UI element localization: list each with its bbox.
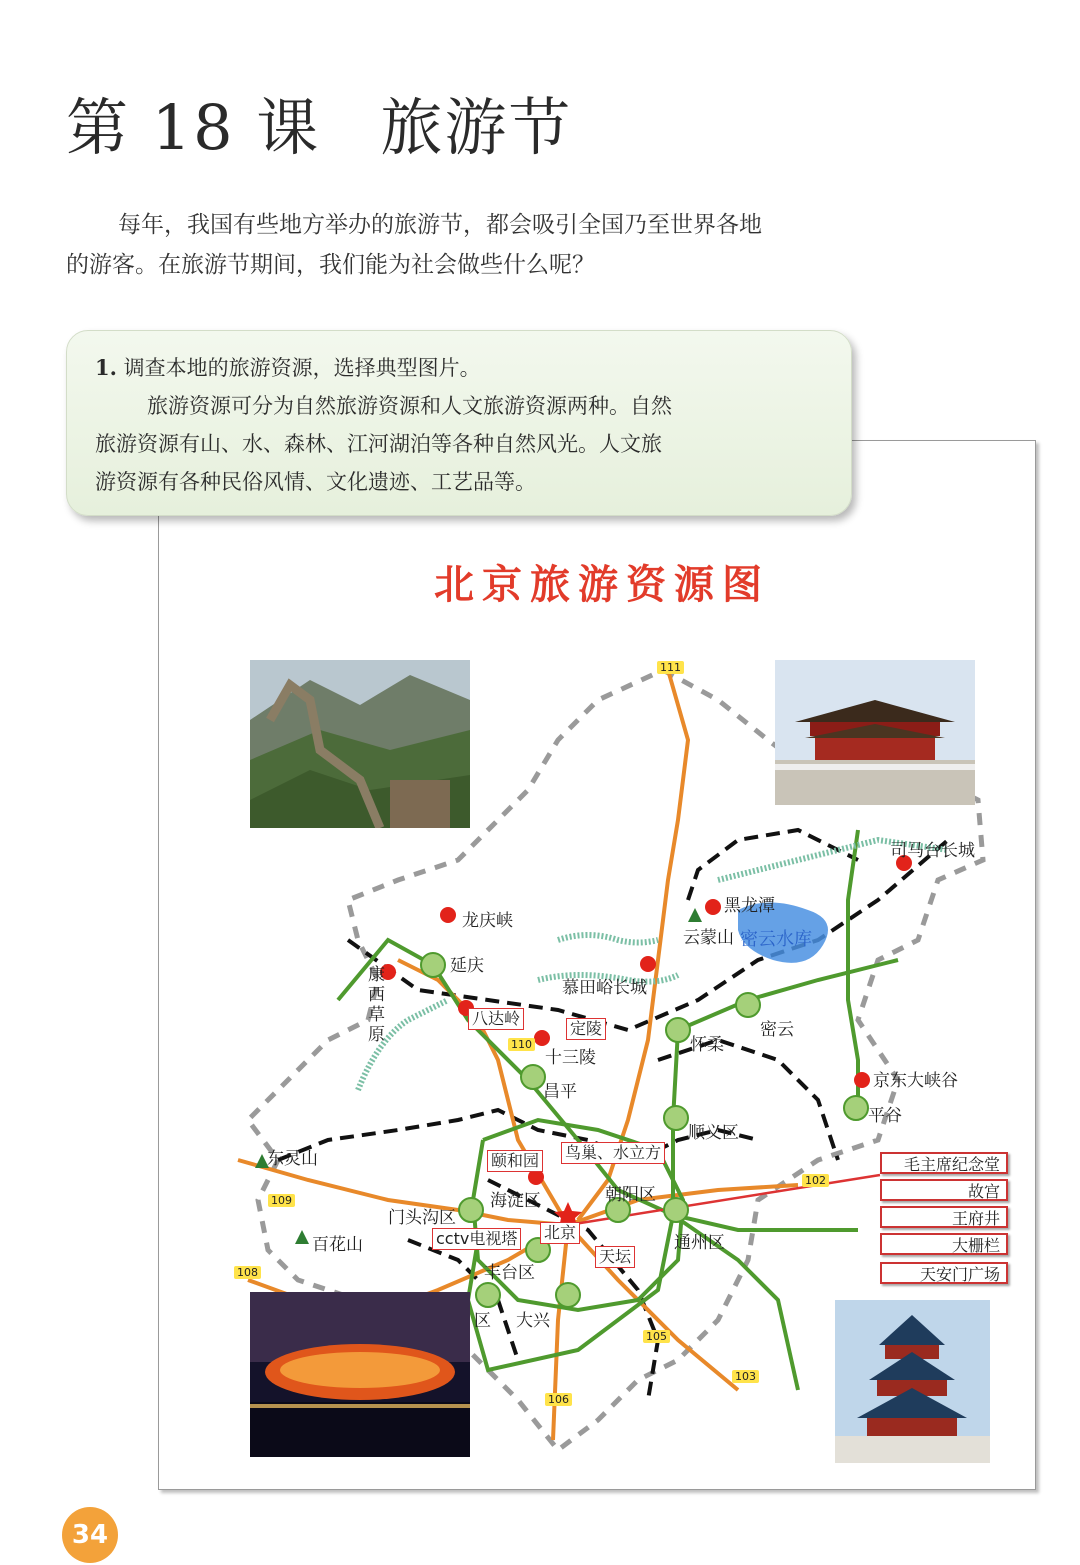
task-number: 1. <box>95 355 117 380</box>
legend-item: 故宫 <box>880 1179 1008 1201</box>
route-106: 106 <box>545 1393 572 1406</box>
county-line <box>658 1040 838 1160</box>
label-dingling: 定陵 <box>566 1018 606 1040</box>
station-fangshan <box>476 1283 500 1307</box>
intro-line-1: 每年，我国有些地方举办的旅游节，都会吸引全国乃至世界各地 <box>118 212 762 238</box>
lesson-name: 旅游节 <box>380 91 573 164</box>
label-yanqing: 延庆 <box>450 956 484 976</box>
map-title: 北京旅游资源图 <box>434 562 770 608</box>
label-fangshan: 区 <box>474 1311 491 1331</box>
legend-item: 大栅栏 <box>880 1233 1008 1255</box>
legend-item: 天安门广场 <box>880 1262 1008 1284</box>
label-huairou: 怀柔 <box>690 1035 724 1055</box>
railway-line <box>848 830 858 1100</box>
task-line-1: 旅游资源可分为自然旅游资源和人文旅游资源两种。自然 <box>147 394 672 418</box>
label-badaling: 八达岭 <box>468 1008 524 1030</box>
label-longqingxia: 龙庆峡 <box>462 911 513 931</box>
forbidden-city-photo <box>775 660 975 805</box>
legend-item: 王府井 <box>880 1206 1008 1228</box>
label-pinggu: 平谷 <box>868 1106 902 1126</box>
dot-jingdong <box>854 1072 870 1088</box>
station-huairou <box>666 1018 690 1042</box>
label-haidian: 海淀区 <box>490 1191 541 1211</box>
task-line-3: 游资源有各种民俗风情、文化遗迹、工艺品等。 <box>95 470 536 494</box>
label-yunmengshan: 云蒙山 <box>683 928 734 948</box>
mountain-icon <box>295 1230 309 1244</box>
label-dongling: 东灵山 <box>267 1149 318 1169</box>
label-daxing: 大兴 <box>516 1311 550 1331</box>
label-simatai: 司马台长城 <box>890 841 975 861</box>
label-tongzhou: 通州区 <box>674 1233 725 1253</box>
label-jingdong: 京东大峡谷 <box>873 1071 958 1091</box>
lesson-title <box>66 78 572 167</box>
route-109: 109 <box>268 1194 295 1207</box>
dot-mutianyu <box>640 956 656 972</box>
lesson-number: 第 18 课 <box>66 91 321 164</box>
label-miyun-reservoir: 密云水库 <box>740 929 812 950</box>
dot-heilongtan <box>705 899 721 915</box>
label-mentougou: 门头沟区 <box>388 1208 456 1228</box>
label-changping: 昌平 <box>543 1082 577 1102</box>
label-kangxi: 康西草原 <box>368 965 385 1045</box>
great-wall-line <box>558 935 658 943</box>
label-beijing: 北京 <box>540 1222 580 1244</box>
label-yiheyuan: 颐和园 <box>487 1150 543 1172</box>
station-pinggu <box>844 1096 868 1120</box>
highway-line <box>553 1225 568 1440</box>
label-baihua: 百花山 <box>312 1235 363 1255</box>
label-cctv: cctv电视塔 <box>432 1228 521 1250</box>
intro-line-2: 的游客。在旅游节期间，我们能为社会做些什么呢？ <box>66 252 595 278</box>
label-mutianyu: 慕田峪长城 <box>562 978 647 998</box>
task-line-2: 旅游资源有山、水、森林、江河湖泊等各种自然风光。人文旅 <box>95 432 662 456</box>
legend-item: 毛主席纪念堂 <box>880 1152 1008 1174</box>
label-miyun: 密云 <box>760 1020 794 1040</box>
task-heading <box>95 349 827 387</box>
scenic-spot-dots <box>380 855 912 1185</box>
station-yanqing <box>421 953 445 977</box>
route-105: 105 <box>643 1330 670 1343</box>
station-shunyi <box>664 1106 688 1130</box>
task-heading-text: 调查本地的旅游资源，选择典型图片。 <box>123 356 481 380</box>
birds-nest-photo <box>250 1292 470 1457</box>
route-111: 111 <box>657 661 684 674</box>
station-miyun <box>736 993 760 1017</box>
label-shisanling: 十三陵 <box>545 1048 596 1068</box>
station-tongzhou <box>664 1198 688 1222</box>
label-tiantan: 天坛 <box>595 1246 635 1268</box>
route-108: 108 <box>234 1266 261 1279</box>
great-wall-photo <box>250 660 470 828</box>
dot-longqingxia <box>440 907 456 923</box>
page-number-badge: 34 <box>62 1507 118 1563</box>
label-fengtai: 丰台区 <box>484 1263 535 1283</box>
station-mentougou <box>459 1198 483 1222</box>
label-heilongtan: 黑龙潭 <box>724 896 775 916</box>
mountain-icon <box>688 908 702 922</box>
station-daxing <box>556 1283 580 1307</box>
temple-of-heaven-photo <box>835 1300 990 1463</box>
task-box <box>66 330 852 516</box>
label-niaochao: 鸟巢、水立方 <box>561 1142 665 1164</box>
station-changping <box>521 1065 545 1089</box>
route-103: 103 <box>732 1370 759 1383</box>
label-chaoyang: 朝阳区 <box>605 1185 656 1205</box>
station-markers <box>421 953 868 1307</box>
route-110: 110 <box>508 1038 535 1051</box>
route-102: 102 <box>802 1174 829 1187</box>
label-shunyi: 顺义区 <box>688 1123 739 1143</box>
intro-paragraph <box>66 205 866 285</box>
